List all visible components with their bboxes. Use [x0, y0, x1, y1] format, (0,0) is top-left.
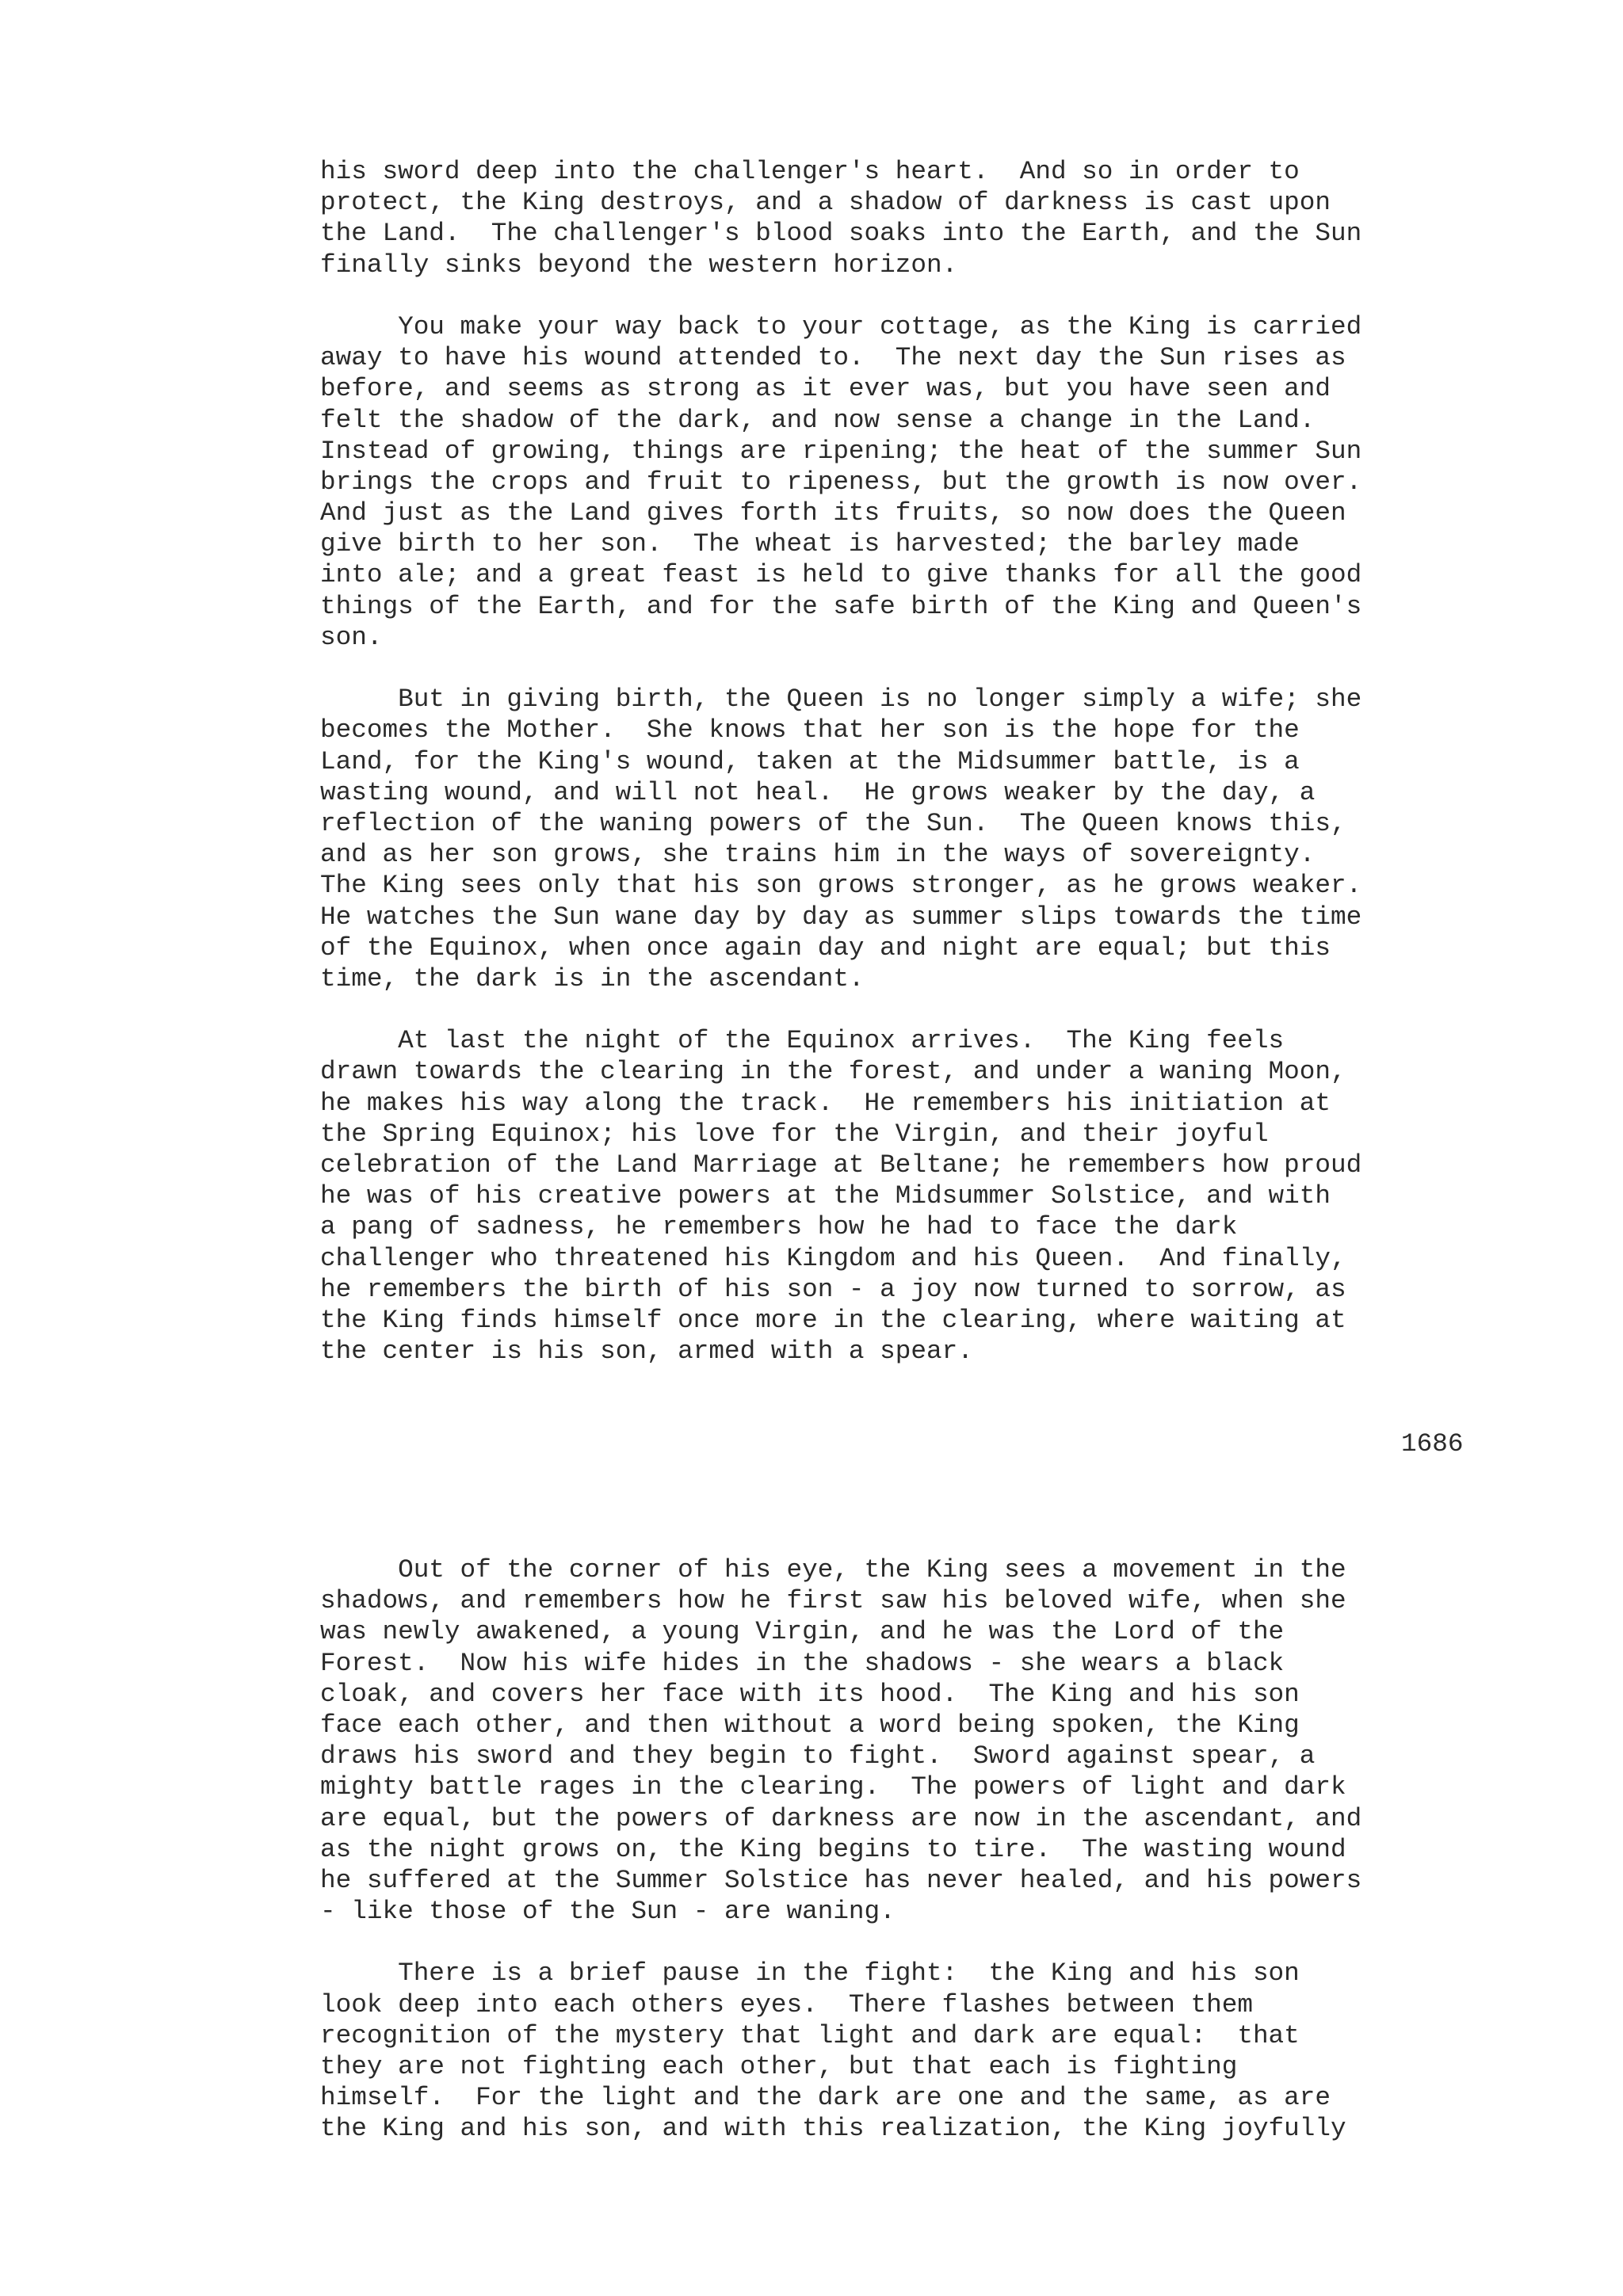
text-line: he remembers the birth of his son - a joy now turned to sorrow, as — [320, 1274, 1346, 1304]
text-line: Instead of growing, things are ripening; the heat of the summer Sun — [320, 436, 1362, 466]
text-block-bottom — [320, 1554, 1509, 2145]
text-line: time, the dark is in the ascendant. — [320, 963, 865, 994]
text-line: You make your way back to your cottage, as the King is carried — [320, 311, 1362, 341]
page-number: 1686 — [1401, 1429, 1464, 1459]
paragraph-gap — [320, 1927, 1509, 1958]
text-line: he makes his way along the track. He remembers his initiation at — [320, 1088, 1331, 1118]
text-line: There is a brief pause in the fight: the King and his son — [320, 1958, 1300, 1989]
text-line: he was of his creative powers at the Midsummer Solstice, and with — [320, 1181, 1331, 1211]
text-line: protect, the King destroys, and a shadow of darkness is cast upon — [320, 188, 1331, 218]
text-line: into ale; and a great feast is held to give thanks for all the good — [320, 560, 1362, 590]
paragraph — [320, 1958, 1509, 2144]
paragraph — [320, 1025, 1509, 1367]
text-line: face each other, and then without a word being spoken, the King — [320, 1710, 1300, 1740]
text-line: was newly awakened, a young Virgin, and he was the Lord of the — [320, 1617, 1285, 1647]
text-line: they are not fighting each other, but that each is fighting — [320, 2052, 1238, 2081]
text-line: things of the Earth, and for the safe birth of the King and Queen's — [320, 591, 1362, 621]
paragraph — [320, 684, 1509, 994]
text-line: look deep into each others eyes. There flashes between them — [320, 1989, 1253, 2019]
paragraph — [320, 1554, 1509, 1927]
text-line: cloak, and covers her face with its hood. The King and his son — [320, 1679, 1300, 1709]
text-line: challenger who threatened his Kingdom and his Queen. And finally, — [320, 1243, 1346, 1273]
text-line: He watches the Sun wane day by day as summer slips towards the time — [320, 902, 1362, 932]
text-line: he suffered at the Summer Solstice has never healed, and his powers — [320, 1865, 1362, 1895]
text-line: his sword deep into the challenger's heart. And so in order to — [320, 157, 1300, 186]
text-line: son. — [320, 622, 383, 652]
text-line: And just as the Land gives forth its fruits, so now does the Queen — [320, 498, 1346, 528]
text-line: of the Equinox, when once again day and night are equal; but this — [320, 933, 1331, 963]
text-line: are equal, but the powers of darkness are now in the ascendant, and — [320, 1803, 1362, 1833]
text-line: But in giving birth, the Queen is no longer simply a wife; she — [320, 685, 1362, 715]
text-line: - like those of the Sun - are waning. — [320, 1897, 896, 1927]
text-line: At last the night of the Equinox arrives. The King feels — [320, 1026, 1285, 1056]
text-line: Land, for the King's wound, taken at the Midsummer battle, is a — [320, 746, 1300, 776]
text-line: Forest. Now his wife hides in the shadows - she wears a black — [320, 1648, 1285, 1678]
paragraph-gap — [320, 280, 1509, 311]
text-line: the Spring Equinox; his love for the Virgin, and their joyful — [320, 1119, 1269, 1149]
text-line: the Land. The challenger's blood soaks into the Earth, and the Sun — [320, 219, 1362, 249]
text-line: the King and his son, and with this realization, the King joyfully — [320, 2114, 1346, 2144]
text-line: brings the crops and fruit to ripeness, but the growth is now over. — [320, 467, 1362, 497]
text-line: shadows, and remembers how he first saw his beloved wife, when she — [320, 1586, 1346, 1616]
text-line: felt the shadow of the dark, and now sense a change in the Land. — [320, 405, 1316, 435]
text-line: as the night grows on, the King begins to tire. The wasting wound — [320, 1834, 1346, 1864]
paragraph — [320, 156, 1509, 280]
text-line: and as her son grows, she trains him in the ways of sovereignty. — [320, 840, 1316, 870]
text-line: reflection of the waning powers of the Sun. The Queen knows this, — [320, 808, 1346, 838]
text-line: mighty battle rages in the clearing. The powers of light and dark — [320, 1772, 1346, 1802]
text-line: recognition of the mystery that light and dark are equal: that — [320, 2020, 1300, 2050]
text-line: finally sinks beyond the western horizon. — [320, 250, 958, 280]
paragraph-gap — [320, 653, 1509, 684]
text-line: drawn towards the clearing in the forest, and under a waning Moon, — [320, 1057, 1346, 1087]
text-line: draws his sword and they begin to fight. Sword against spear, a — [320, 1741, 1316, 1772]
paragraph-gap — [320, 994, 1509, 1025]
text-line: away to have his wound attended to. The next day the Sun rises as — [320, 343, 1346, 373]
text-line: the center is his son, armed with a spear. — [320, 1337, 973, 1367]
text-line: The King sees only that his son grows stronger, as he grows weaker. — [320, 871, 1362, 901]
text-line: celebration of the Land Marriage at Beltane; he remembers how proud — [320, 1150, 1362, 1180]
text-line: becomes the Mother. She knows that her son is the hope for the — [320, 715, 1300, 746]
text-line: the King finds himself once more in the clearing, where waiting at — [320, 1305, 1346, 1335]
text-line: before, and seems as strong as it ever was, but you have seen and — [320, 374, 1331, 404]
paragraph — [320, 311, 1509, 653]
text-line: a pang of sadness, he remembers how he had to face the dark — [320, 1212, 1238, 1242]
text-line: give birth to her son. The wheat is harvested; the barley made — [320, 529, 1300, 559]
text-line: wasting wound, and will not heal. He grows weaker by the day, a — [320, 777, 1316, 807]
text-line: Out of the corner of his eye, the King sees a movement in the — [320, 1555, 1346, 1585]
text-block-top — [320, 156, 1509, 1367]
text-line: himself. For the light and the dark are one and the same, as are — [320, 2083, 1331, 2113]
